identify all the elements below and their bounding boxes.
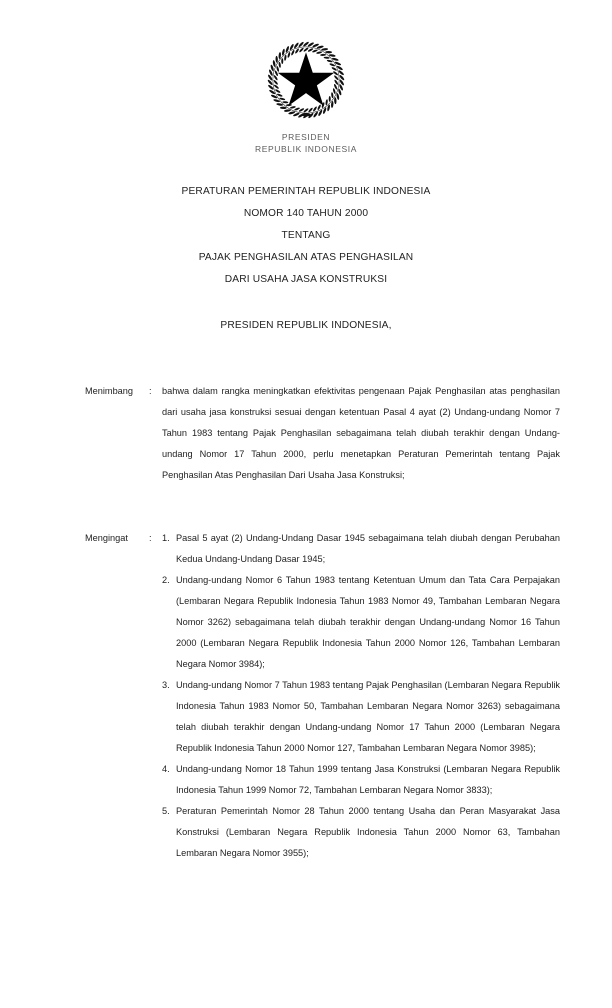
emblem-caption-line2: REPUBLIK INDONESIA (255, 143, 357, 154)
list-item-marker: 2. (162, 575, 170, 585)
mengingat-list-item (162, 570, 560, 675)
clause-colon-menimbang: : (149, 386, 152, 396)
list-item-text: Peraturan Pemerintah Nomor 28 Tahun 2000 tentang Usaha dan Peran Masyarakat Jasa Konstruksi (Lembaran Negara Republik Indonesia Tahun 2000 Nomor 63, Tambahan Lembaran Negara Nomor 3955); (176, 806, 560, 858)
clause-content-menimbang (162, 381, 560, 486)
mengingat-list-item (162, 528, 560, 570)
title-line-tentang: TENTANG (281, 230, 331, 241)
garuda-star-wreath-emblem (260, 34, 352, 126)
list-item-text: Pasal 5 ayat (2) Undang-Undang Dasar 1945 sebagaimana telah diubah dengan Perubahan Kedua Undang-Undang Dasar 1945; (176, 533, 560, 564)
list-item-marker: 5. (162, 806, 170, 816)
list-item-marker: 1. (162, 533, 170, 543)
emblem-block (0, 0, 612, 155)
title-line-number: NOMOR 140 TAHUN 2000 (243, 208, 369, 219)
document-title-block (0, 181, 612, 291)
emblem-caption (0, 132, 612, 155)
clause-mengingat (85, 528, 560, 864)
clause-menimbang (85, 381, 560, 486)
star-shape (278, 52, 334, 105)
document-body (0, 381, 612, 864)
list-item-text: Undang-undang Nomor 18 Tahun 1999 tentang Jasa Konstruksi (Lembaran Negara Republik Indonesia Tahun 1999 Nomor 72, Tambahan Lembaran Negara Nomor 3833); (176, 764, 560, 795)
list-item-text: Undang-undang Nomor 6 Tahun 1983 tentang Ketentuan Umum dan Tata Cara Perpajakan (Lembaran Negara Republik Indonesia Tahun 1983 Nomor 49, Tambahan Lembaran Negara Nomor 3262) sebagaimana telah diubah terakhir dengan Undang-undang Nomor 16 Tahun 2000 (Lembaran Negara Republik Indonesia Tahun 2000 Nomor 126, Tambahan Lembaran Negara Nomor 3984); (176, 575, 560, 669)
title-line-subject-2: DARI USAHA JASA KONSTRUKSI (224, 274, 388, 285)
issuer-heading: PRESIDEN REPUBLIK INDONESIA, (220, 320, 392, 331)
mengingat-list-item (162, 675, 560, 759)
list-item-marker: 4. (162, 764, 170, 774)
clause-colon-mengingat: : (149, 533, 152, 543)
menimbang-paragraph: bahwa dalam rangka meningkatkan efektivitas pengenaan Pajak Penghasilan atas penghasilan dari usaha jasa konstruksi sesuai dengan ketentuan Pasal 4 ayat (2) Undang-undang Nomor 7 Tahun 1983 tentang Pajak Penghasilan sebagaimana telah diubah terakhir dengan Undang-undang Nomor 17 Tahun 2000, perlu menetapkan Peraturan Pemerintah tentang Pajak Penghasilan Atas Penghasilan Dari Usaha Jasa Konstruksi; (162, 386, 560, 480)
mengingat-list-item (162, 801, 560, 864)
title-line-subject-1: PAJAK PENGHASILAN ATAS PENGHASILAN (198, 252, 414, 263)
clause-label-mengingat: Mengingat (85, 533, 128, 543)
clause-content-mengingat (162, 528, 560, 864)
clause-label-menimbang: Menimbang (85, 386, 134, 396)
emblem-caption-line1: PRESIDEN (281, 132, 331, 142)
list-item-marker: 3. (162, 680, 170, 690)
mengingat-list-item (162, 759, 560, 801)
title-line-regulation-type: PERATURAN PEMERINTAH REPUBLIK INDONESIA (181, 186, 431, 197)
list-item-text: Undang-undang Nomor 7 Tahun 1983 tentang Pajak Penghasilan (Lembaran Negara Republik Indonesia Tahun 1983 Nomor 50, Tambahan Lembaran Negara Nomor 3263) sebagaimana telah diubah terakhir dengan Undang-undang Nomor 17 Tahun 2000 (Lembaran Negara Republik Indonesia Tahun 2000 Nomor 127, Tambahan Lembaran Negara Nomor 3985); (176, 680, 560, 753)
mengingat-list (162, 528, 560, 864)
